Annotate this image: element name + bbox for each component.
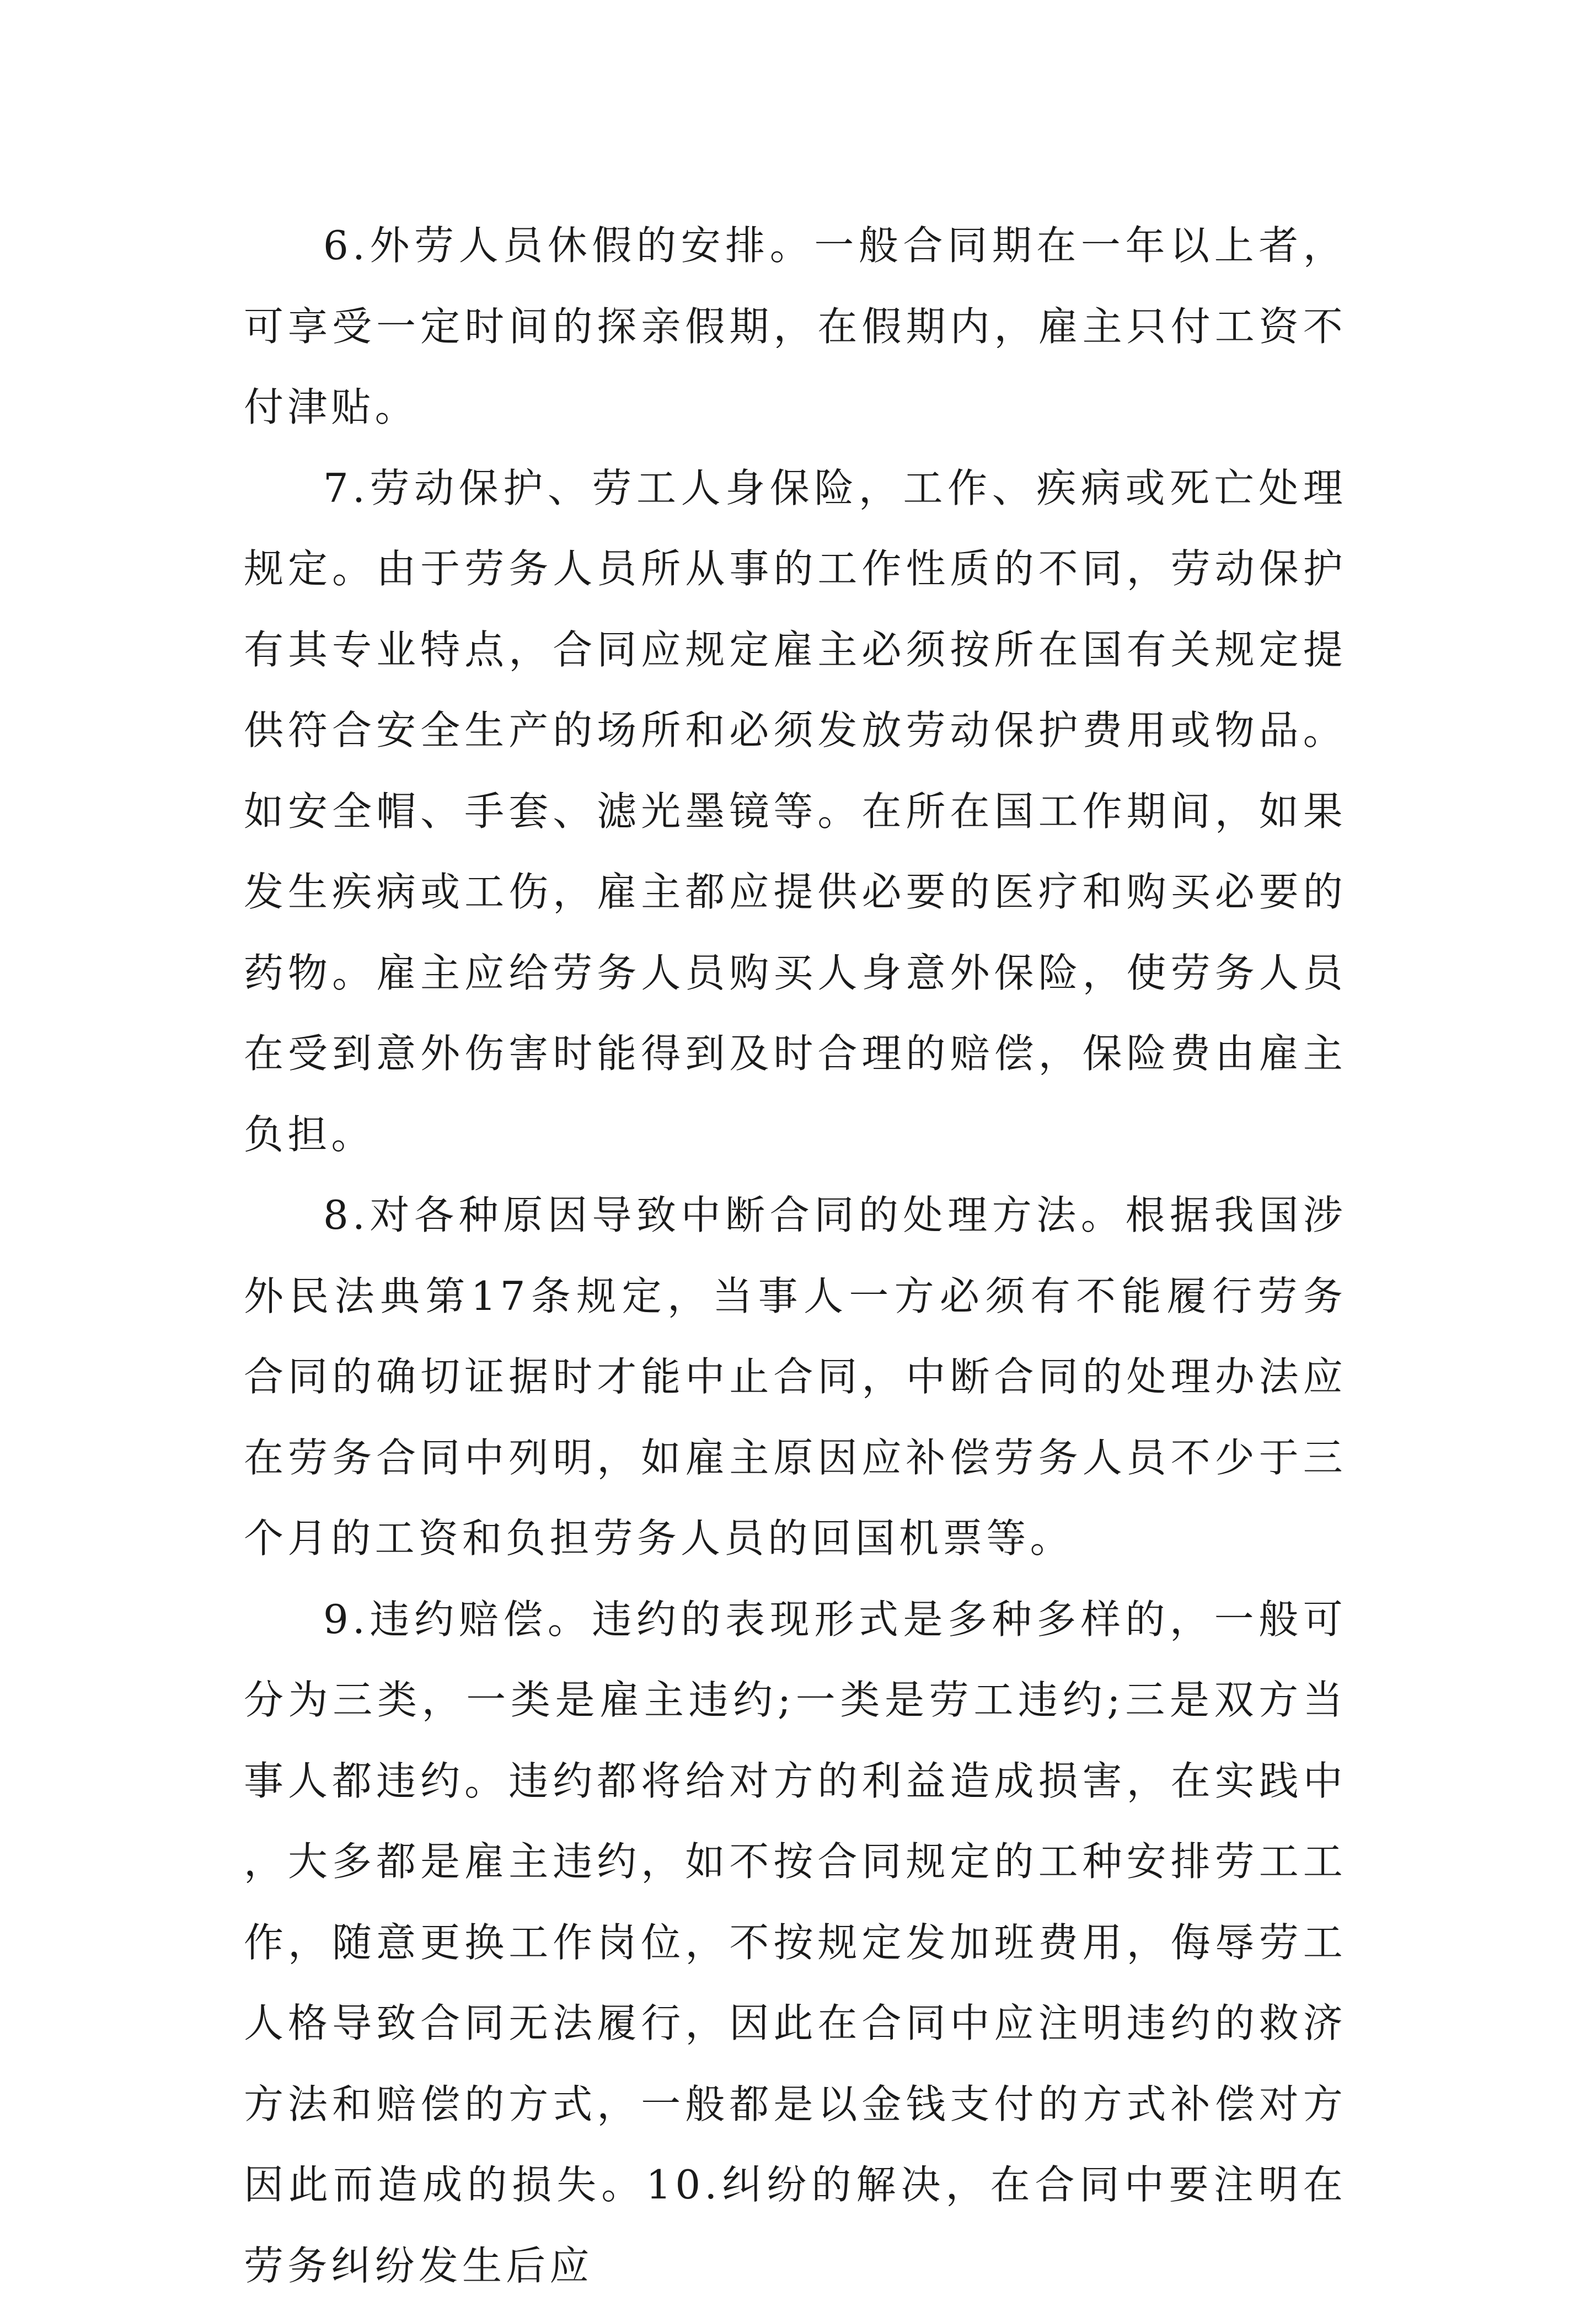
paragraph-item-7-labor-protection: 7.劳动保护、劳工人身保险，工作、疾病或死亡处理规定。由于劳务人员所从事的工作性质的不同，劳动保护有其专业特点，合同应规定雇主必须按所在国有关规定提供符合安全生产的场所和必须发放劳动保护费用或物品。如安全帽、手套、滤光墨镜等。在所在国工作期间，如果发生疾病或工伤，雇主都应提供必要的医疗和购买必要的药物。雇主应给劳务人员购买人身意外保险，使劳务人员在受到意外伤害时能得到及时合理的赔偿，保险费由雇主负担。 bbox=[244, 448, 1347, 1175]
document-body bbox=[244, 205, 1347, 2306]
paragraph-item-8-contract-termination: 8.对各种原因导致中断合同的处理方法。根据我国涉外民法典第17条规定，当事人一方必须有不能履行劳务合同的确切证据时才能中止合同，中断合同的处理办法应在劳务合同中列明，如雇主原因应补偿劳务人员不少于三个月的工资和负担劳务人员的回国机票等。 bbox=[244, 1175, 1347, 1579]
paragraph-item-6-leave: 6.外劳人员休假的安排。一般合同期在一年以上者，可享受一定时间的探亲假期，在假期内，雇主只付工资不付津贴。 bbox=[244, 205, 1347, 448]
paragraph-item-9-breach-compensation: 9.违约赔偿。违约的表现形式是多种多样的，一般可分为三类，一类是雇主违约;一类是劳工违约;三是双方当事人都违约。违约都将给对方的利益造成损害，在实践中，大多都是雇主违约，如不按合同规定的工种安排劳工工作，随意更换工作岗位，不按规定发加班费用，侮辱劳工人格导致合同无法履行，因此在合同中应注明违约的救济方法和赔偿的方式，一般都是以金钱支付的方式补偿对方因此而造成的损失。10.纠纷的解决，在合同中要注明在劳务纠纷发生后应 bbox=[244, 1579, 1347, 2306]
